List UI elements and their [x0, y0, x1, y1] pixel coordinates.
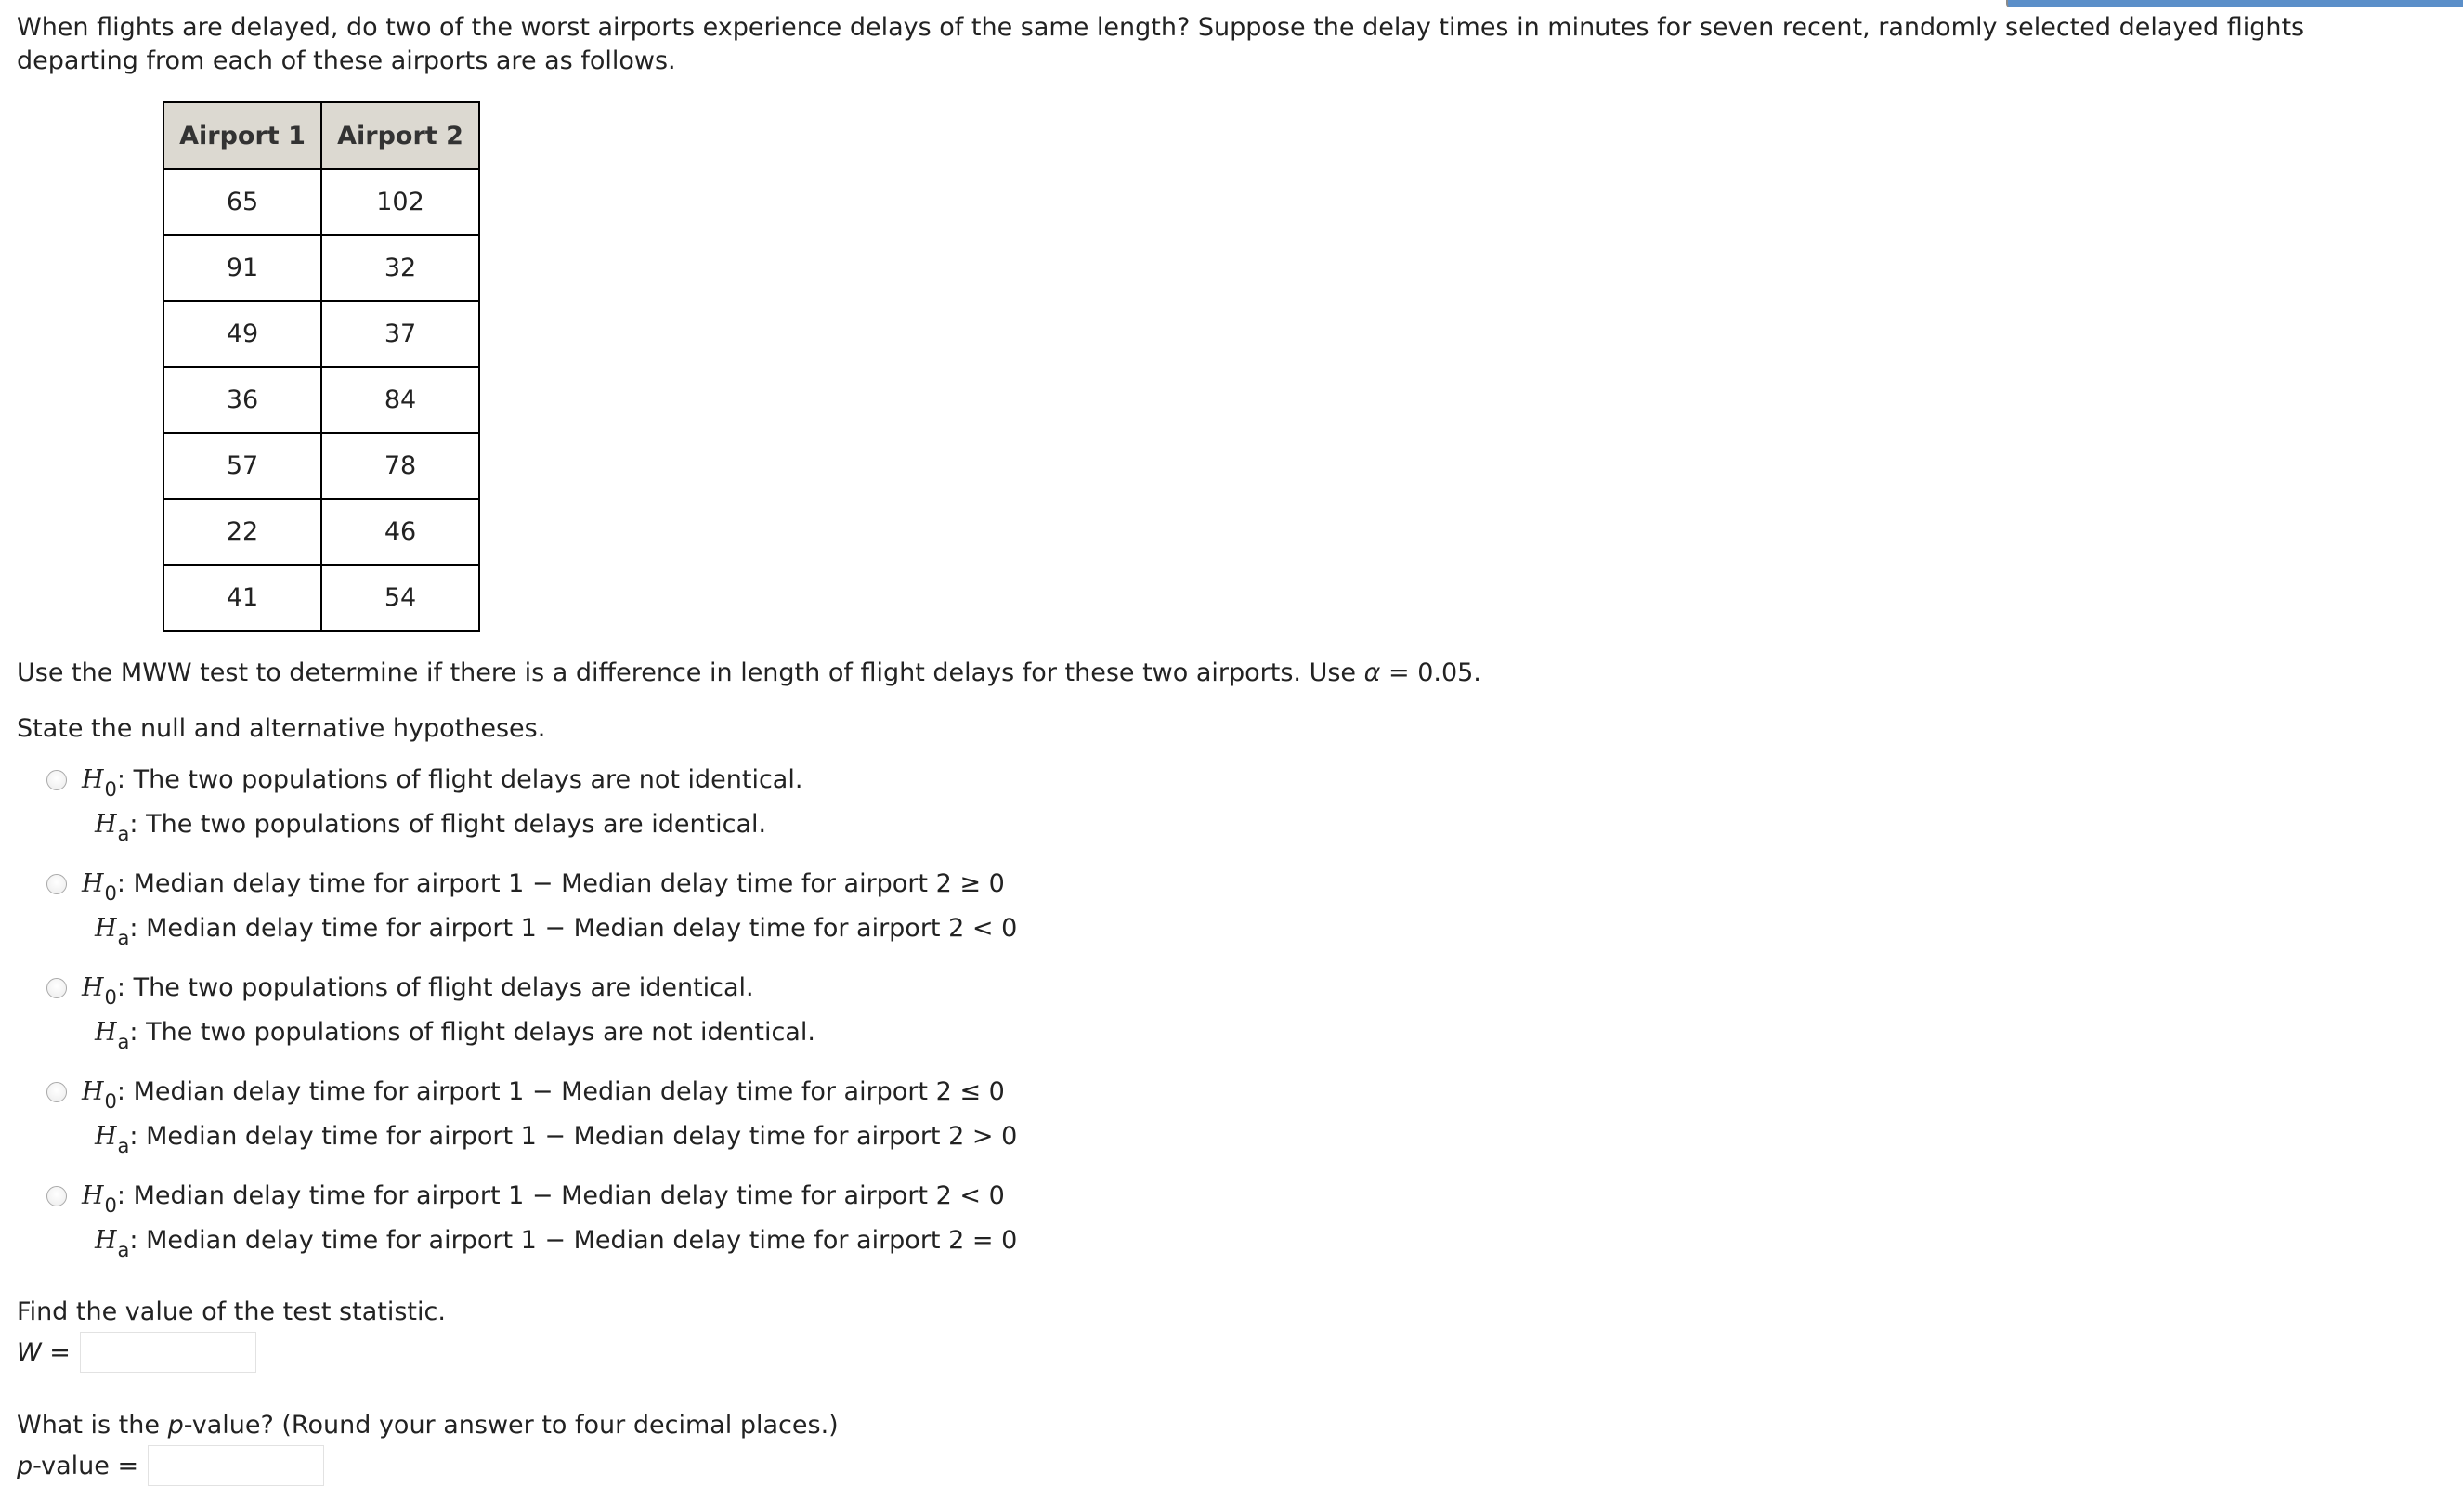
- null-hypothesis-text: The two populations of flight delays are identical.: [125, 973, 754, 1002]
- radio-button[interactable]: [46, 770, 67, 790]
- null-hypothesis-text: Median delay time for airport 1 − Median delay time for airport 2 ≤ 0: [125, 1077, 1005, 1106]
- p-value-input[interactable]: [148, 1445, 324, 1486]
- table-cell: 65: [163, 169, 321, 235]
- p-value-row: [17, 1443, 2441, 1488]
- table-cell: 84: [321, 367, 479, 433]
- hypothesis-option-2[interactable]: [46, 862, 2441, 951]
- alt-hypothesis-text: Median delay time for airport 1 − Median delay time for airport 2 < 0: [137, 914, 1018, 943]
- alt-hypothesis-text: The two populations of flight delays are identical.: [137, 810, 767, 839]
- top-toolbar-fragment: [2006, 0, 2463, 7]
- table-header-airport-1: Airport 1: [163, 102, 321, 169]
- test-statistic-row: [17, 1330, 2441, 1375]
- alt-hypothesis-symbol: [95, 1226, 130, 1261]
- table-row: [163, 301, 479, 367]
- alt-hypothesis-symbol: [95, 914, 130, 949]
- null-hypothesis-text: Median delay time for airport 1 − Median delay time for airport 2 ≥ 0: [125, 869, 1005, 898]
- alt-hypothesis-symbol: [95, 1018, 130, 1053]
- h-symbol: H: [95, 810, 117, 839]
- question-container: [17, 11, 2441, 1488]
- colon: :: [116, 869, 126, 898]
- p-value-label-text: -value =: [33, 1451, 139, 1480]
- alpha-value: = 0.05.: [1380, 658, 1481, 687]
- null-subscript: 0: [104, 1090, 117, 1113]
- table-cell: 46: [321, 499, 479, 565]
- colon: :: [116, 1077, 126, 1106]
- alternative-hypothesis: [82, 1010, 2441, 1055]
- test-statistic-prompt: Find the value of the test statistic.: [17, 1297, 446, 1326]
- table-cell: 91: [163, 235, 321, 301]
- alt-subscript: a: [117, 1031, 130, 1053]
- hypothesis-option-5[interactable]: [46, 1174, 2441, 1263]
- null-hypothesis-symbol: [82, 1077, 117, 1113]
- radio-button[interactable]: [46, 874, 67, 894]
- null-hypothesis-symbol: [82, 1181, 117, 1217]
- null-hypothesis-text: Median delay time for airport 1 − Median delay time for airport 2 < 0: [125, 1181, 1005, 1210]
- table-cell: 57: [163, 433, 321, 499]
- radio-button[interactable]: [46, 978, 67, 998]
- table-cell: 22: [163, 499, 321, 565]
- h-symbol: H: [82, 1181, 104, 1210]
- w-symbol: W: [17, 1337, 42, 1367]
- alternative-hypothesis: [82, 802, 2441, 847]
- table-row: [163, 499, 479, 565]
- alt-hypothesis-symbol: [95, 810, 130, 845]
- p-value-prompt-prefix: What is the: [17, 1411, 168, 1440]
- alt-hypothesis-text: Median delay time for airport 1 − Median delay time for airport 2 > 0: [137, 1122, 1018, 1151]
- test-statistic-input[interactable]: [80, 1332, 256, 1373]
- hypothesis-option-4[interactable]: [46, 1070, 2441, 1159]
- null-hypothesis: [82, 758, 2441, 802]
- null-subscript: 0: [104, 986, 117, 1009]
- null-hypothesis-symbol: [82, 973, 117, 1009]
- alt-subscript: a: [117, 823, 130, 845]
- h-symbol: H: [82, 869, 104, 898]
- alt-subscript: a: [117, 1239, 130, 1261]
- radio-button[interactable]: [46, 1082, 67, 1102]
- table-cell: 32: [321, 235, 479, 301]
- table-row: [163, 565, 479, 631]
- colon: :: [116, 973, 126, 1002]
- table-header-airport-2: Airport 2: [321, 102, 479, 169]
- alt-hypothesis-symbol: [95, 1122, 130, 1157]
- null-hypothesis: [82, 862, 2441, 906]
- table-row: [163, 433, 479, 499]
- alpha-symbol: α: [1363, 658, 1381, 687]
- equals-sign: =: [41, 1337, 71, 1367]
- table-cell: 37: [321, 301, 479, 367]
- table-cell: 41: [163, 565, 321, 631]
- table-cell: 54: [321, 565, 479, 631]
- table-row: [163, 169, 479, 235]
- hypothesis-option-1[interactable]: [46, 758, 2441, 847]
- table-header-row: [163, 102, 479, 169]
- radio-button[interactable]: [46, 1186, 67, 1206]
- null-hypothesis-symbol: [82, 869, 117, 905]
- null-hypothesis-symbol: [82, 765, 117, 801]
- h-symbol: H: [82, 1077, 104, 1106]
- p-label-symbol: p: [17, 1451, 33, 1480]
- p-value-prompt: [17, 1410, 2441, 1441]
- mww-instruction-text: Use the MWW test to determine if there is a difference in length of flight delays for these two airports. Use: [17, 658, 1364, 687]
- colon: :: [129, 1226, 138, 1255]
- h-symbol: H: [82, 765, 104, 794]
- delay-data-table: [163, 101, 480, 632]
- hypotheses-prompt: State the null and alternative hypotheses.: [17, 714, 546, 743]
- null-hypothesis: [82, 1070, 2441, 1114]
- h-symbol: H: [95, 1226, 117, 1255]
- alt-subscript: a: [117, 1135, 130, 1157]
- null-subscript: 0: [104, 1194, 117, 1217]
- h-symbol: H: [95, 1018, 117, 1047]
- null-subscript: 0: [104, 778, 117, 801]
- mww-instruction: [17, 658, 2441, 689]
- colon: :: [116, 1181, 126, 1210]
- h-symbol: H: [95, 1122, 117, 1151]
- alt-hypothesis-text: Median delay time for airport 1 − Median delay time for airport 2 = 0: [137, 1226, 1018, 1255]
- table-cell: 49: [163, 301, 321, 367]
- hypotheses-options: [46, 758, 2441, 1263]
- h-symbol: H: [95, 914, 117, 943]
- alternative-hypothesis: [82, 906, 2441, 951]
- test-statistic-label: [17, 1338, 71, 1367]
- alt-hypothesis-text: The two populations of flight delays are not identical.: [137, 1018, 815, 1047]
- p-value-label: [17, 1452, 138, 1480]
- table-cell: 78: [321, 433, 479, 499]
- colon: :: [129, 1122, 138, 1151]
- p-symbol: p: [167, 1411, 184, 1440]
- null-subscript: 0: [104, 882, 117, 905]
- table-cell: 36: [163, 367, 321, 433]
- p-value-prompt-suffix: -value? (Round your answer to four decimal places.): [183, 1411, 839, 1440]
- table-row: [163, 367, 479, 433]
- table-row: [163, 235, 479, 301]
- colon: :: [116, 765, 126, 794]
- hypothesis-option-3[interactable]: [46, 966, 2441, 1055]
- question-intro: When flights are delayed, do two of the worst airports experience delays of the same length? Suppose the delay times in minutes for seven recent, randomly selected delayed flights departing from each of these airports are as follows.: [17, 13, 2305, 75]
- h-symbol: H: [82, 973, 104, 1002]
- alternative-hypothesis: [82, 1114, 2441, 1159]
- colon: :: [129, 914, 138, 943]
- colon: :: [129, 810, 138, 839]
- alt-subscript: a: [117, 927, 130, 949]
- colon: :: [129, 1018, 138, 1047]
- null-hypothesis: [82, 966, 2441, 1010]
- alternative-hypothesis: [82, 1219, 2441, 1263]
- table-cell: 102: [321, 169, 479, 235]
- null-hypothesis-text: The two populations of flight delays are not identical.: [125, 765, 803, 794]
- null-hypothesis: [82, 1174, 2441, 1219]
